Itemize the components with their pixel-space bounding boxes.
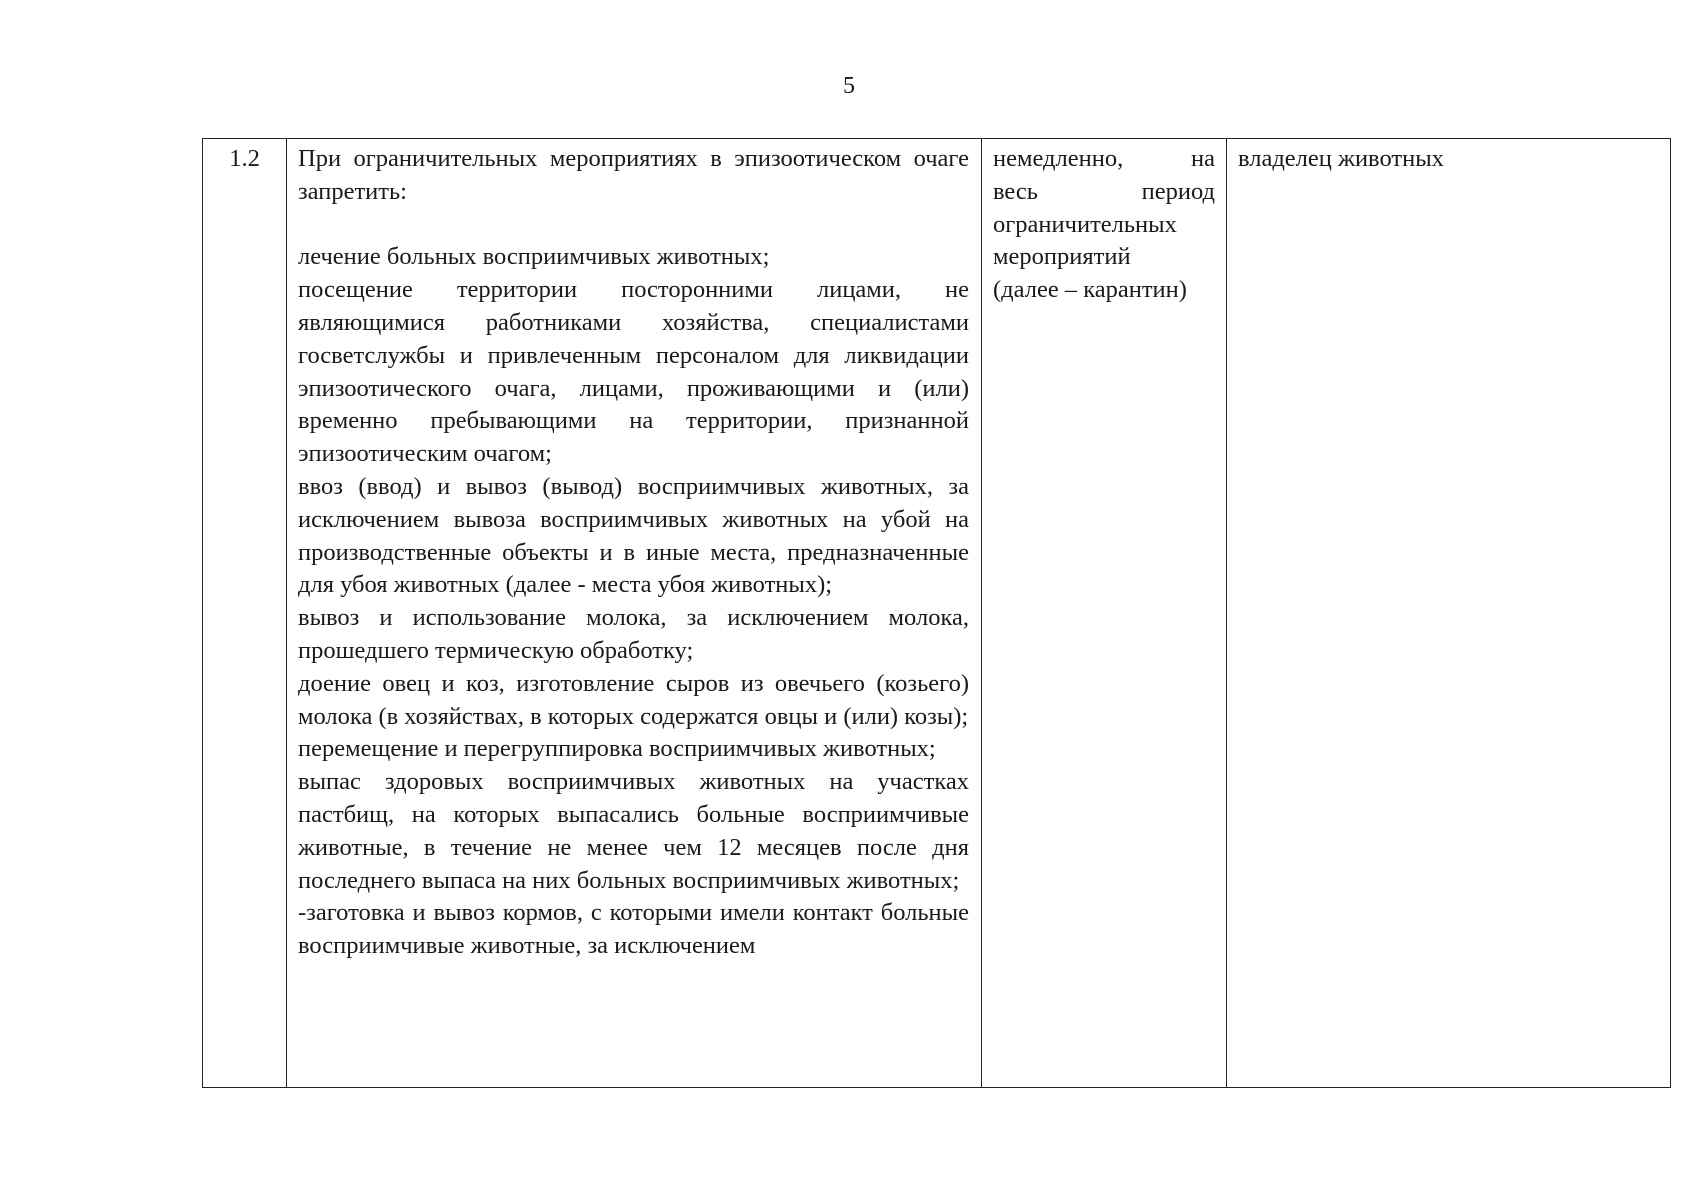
page-number: 5 [843, 73, 855, 99]
term-line [993, 176, 1215, 209]
responsible-party: владелец животных [1238, 145, 1444, 172]
measure-intro: При ограничительных мероприятиях в эпизоотическом очаге запретить: [298, 145, 969, 205]
term-word: немедленно, [993, 145, 1124, 172]
measure-paragraph: -заготовка и вывоз кормов, с которыми имели контакт больные восприимчивые животные, за исключением [298, 899, 969, 960]
term-line: (далее – карантин) [993, 276, 1187, 304]
measure-paragraph: вывоз и использование молока, за исключением молока, прошедшего термическую обработку; [298, 604, 969, 664]
item-number-cell [203, 139, 287, 1088]
measure-paragraph: перемещение и перегруппировка восприимчивых животных; [298, 735, 936, 763]
measure-paragraph: доение овец и коз, изготовление сыров из овечьего (козьего) молока (в хозяйствах, в которых содержатся овцы и (или) козы); [298, 669, 969, 730]
measure-paragraph: лечение больных восприимчивых животных; [298, 243, 770, 271]
measure-paragraph: посещение территории посторонними лицами, не являющимися работниками хозяйства, специалистами госветслужбы и привлеченным персоналом для ликвидации эпизоотического очага, лицами, проживающими и (или) временно пребывающими на территории, признанной эпизоотическим очагом; [298, 276, 969, 468]
term-line: мероприятий [993, 243, 1131, 271]
responsible-cell [1227, 139, 1671, 1088]
term-word: на [1191, 145, 1215, 172]
term-word: весь [993, 177, 1038, 205]
measure-text-cell [287, 139, 982, 1088]
term-line: ограничительных [993, 210, 1177, 238]
blank-line [298, 209, 969, 242]
item-number: 1.2 [229, 145, 260, 172]
measures-table [202, 138, 1671, 1088]
term-word: период [1141, 177, 1215, 205]
measure-paragraph: выпас здоровых восприимчивых животных на участках пастбищ, на которых выпасались больные восприимчивые животные, в течение не менее чем 12 месяцев после дня последнего выпаса на них больных восприимчивых животных; [298, 768, 969, 894]
table-row [203, 139, 1671, 1088]
measure-paragraph: ввоз (ввод) и вывоз (вывод) восприимчивых животных, за исключением вывоза восприимчивых животных на убой на производственные объекты и в иные места, предназначенные для убоя животных (далее - места убоя животных); [298, 472, 969, 599]
term-cell [982, 139, 1227, 1088]
term-line [993, 143, 1215, 176]
